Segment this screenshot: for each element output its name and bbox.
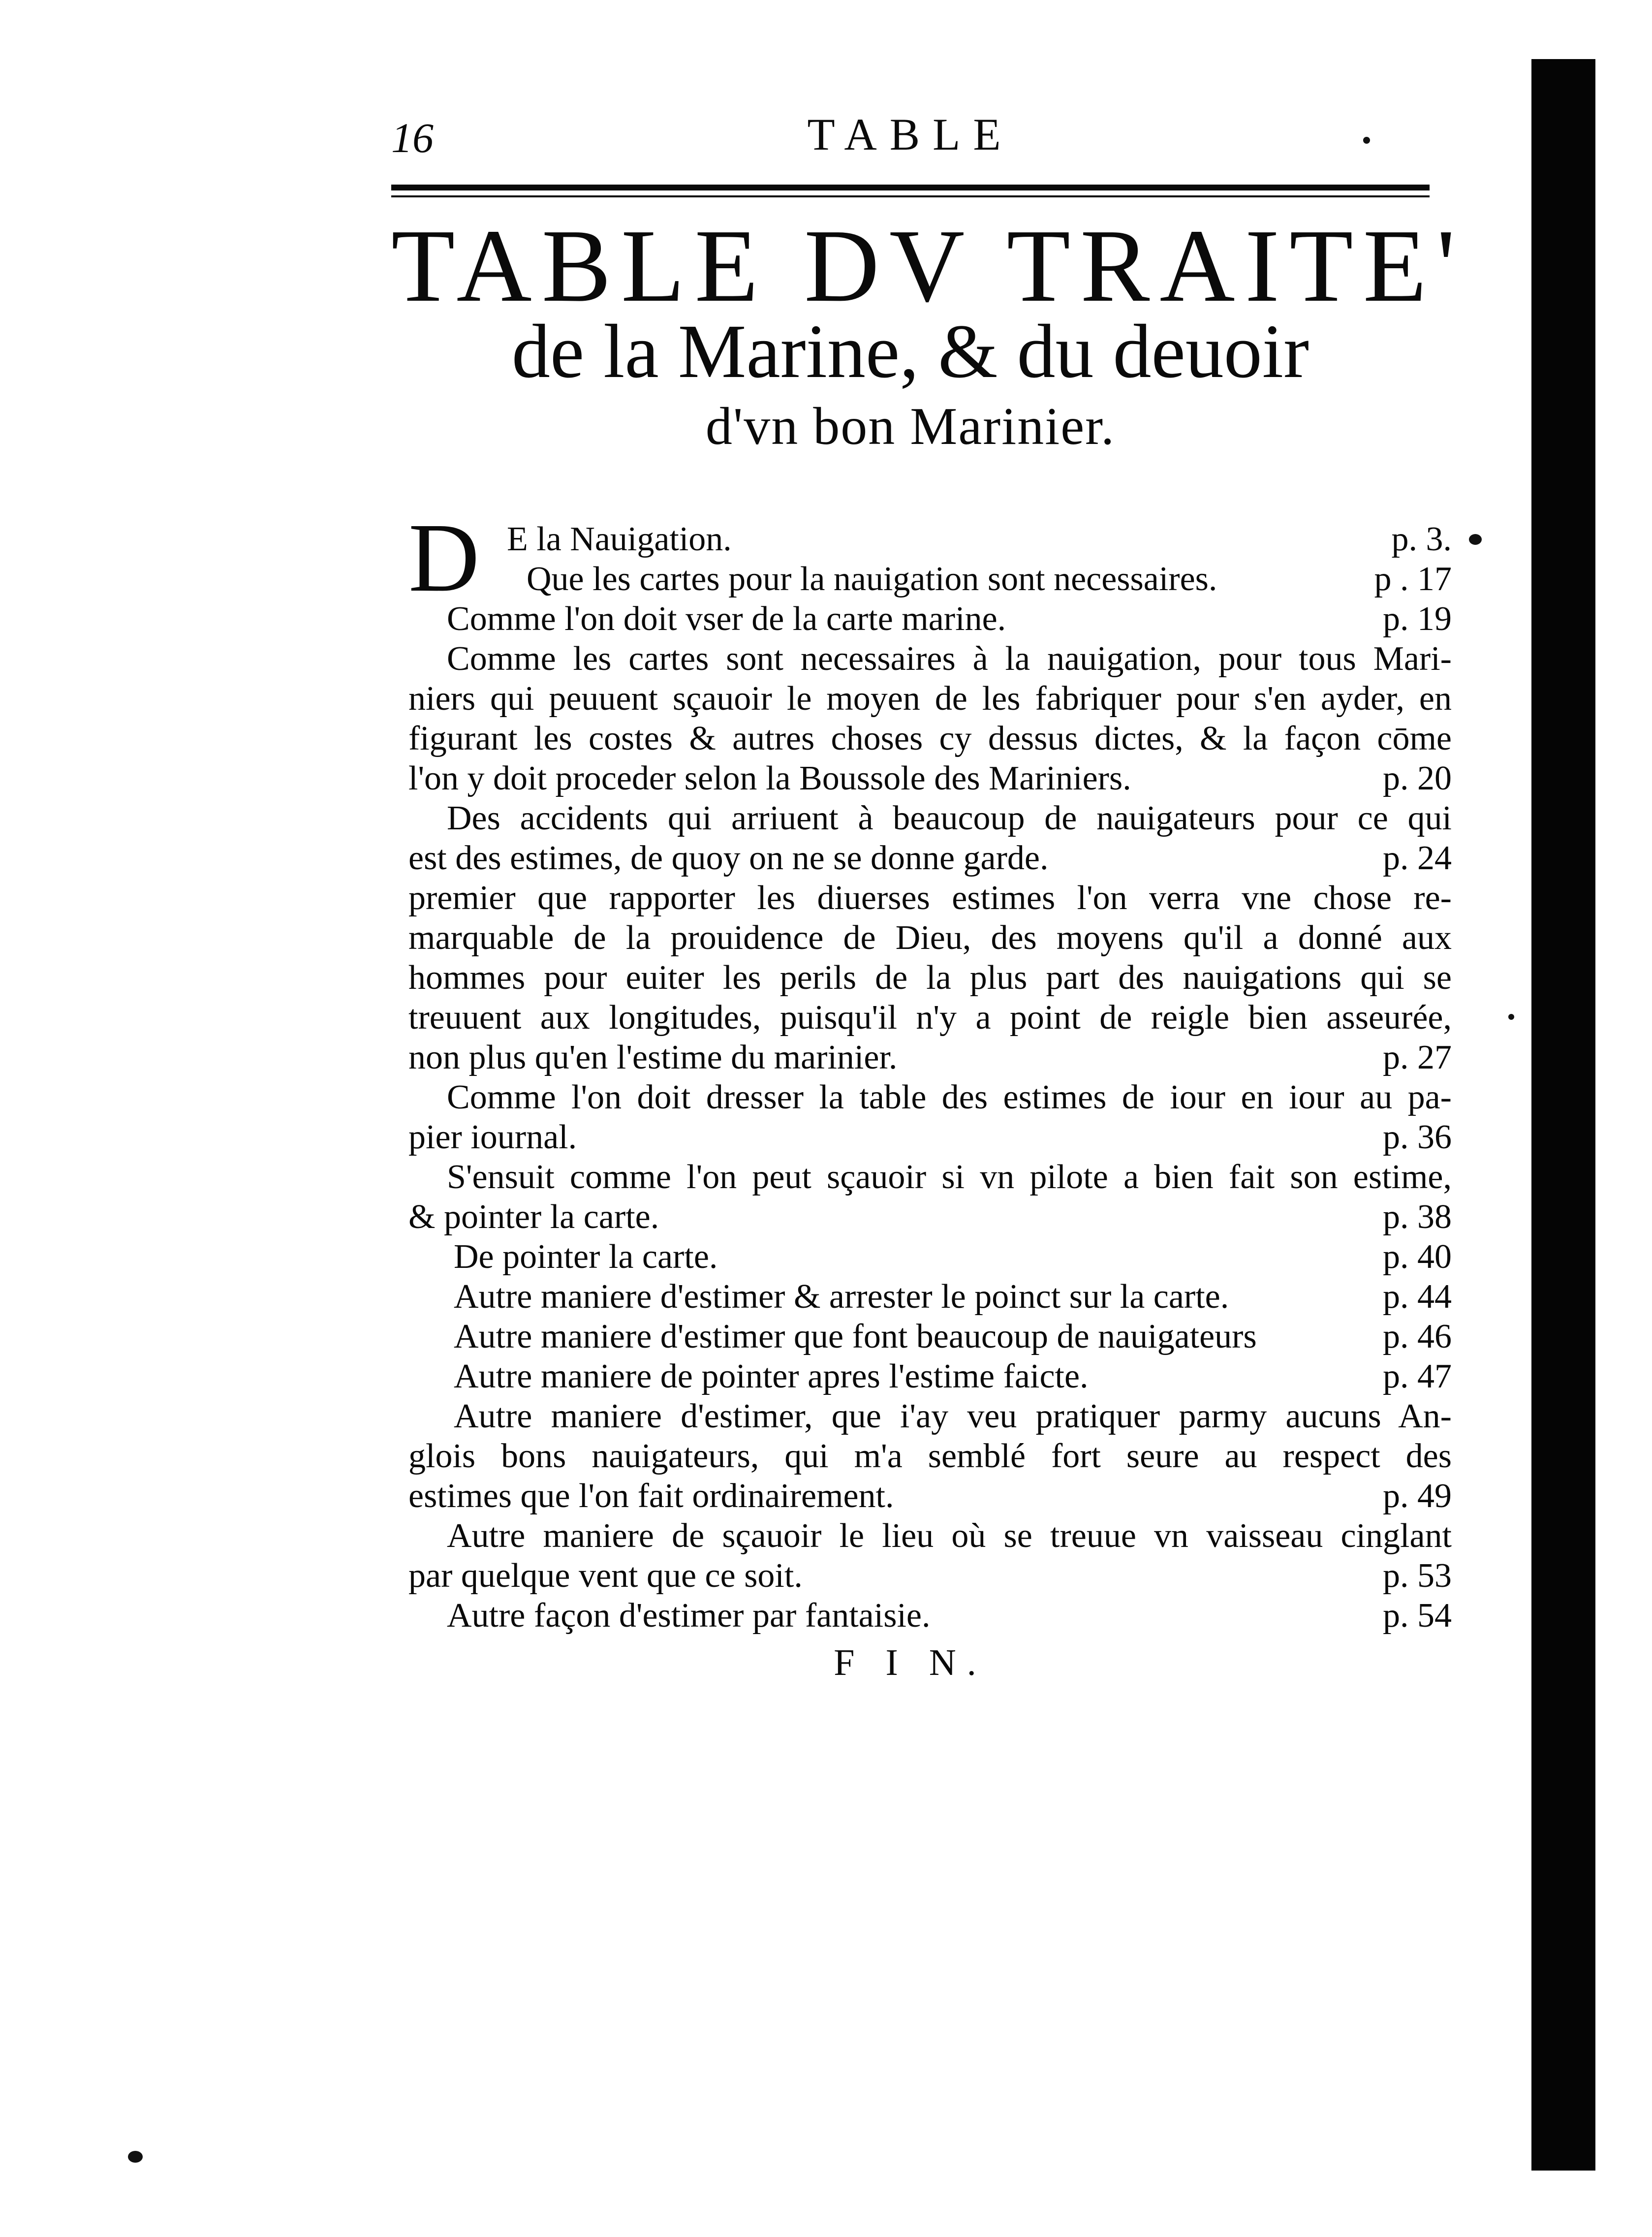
toc-entry-text: figurant les costes & autres choses cy dessus dictes, & la façon cōme bbox=[408, 720, 1452, 757]
toc-entry-text: Autre maniere d'estimer, que i'ay veu pratiquer parmy aucuns An- bbox=[454, 1397, 1452, 1435]
toc-entry-text: & pointer la carte. bbox=[408, 1198, 659, 1236]
print-speck bbox=[128, 2151, 143, 2163]
toc-entry bbox=[408, 1237, 1452, 1277]
print-speck bbox=[1508, 1014, 1514, 1020]
toc-entry-page: p. 36 bbox=[1383, 1118, 1452, 1156]
toc-entry-page: p. 44 bbox=[1383, 1278, 1452, 1316]
table-of-contents bbox=[408, 504, 1452, 1636]
toc-entry-text: l'on y doit proceder selon la Boussole des Mariniers. bbox=[408, 759, 1131, 797]
toc-entry-text: hommes pour euiter les perils de la plus part des nauigations qui se bbox=[408, 959, 1452, 997]
toc-entry bbox=[408, 878, 1452, 1077]
toc-entry bbox=[408, 1077, 1452, 1157]
toc-entry-text: Autre maniere de sçauoir le lieu où se treuue vn vaisseau cinglant bbox=[447, 1517, 1452, 1555]
toc-entry-text: S'ensuit comme l'on peut sçauoir si vn pilote a bien fait son estime, bbox=[447, 1158, 1452, 1196]
toc-entry-page: p. 40 bbox=[1383, 1238, 1452, 1276]
table-subtitle: de la Marine, & du deuoir bbox=[511, 309, 1309, 394]
toc-entry-text: treuuent aux longitudes, puisqu'il n'y a point de reigle bien asseurée, bbox=[408, 999, 1452, 1037]
toc-entry bbox=[408, 1516, 1452, 1596]
toc-entry-text: premier que rapporter les diuerses estimes l'on verra vne chose re- bbox=[408, 879, 1452, 917]
toc-entry bbox=[408, 1277, 1452, 1317]
toc-entry-text: non plus qu'en l'estime du marinier. bbox=[408, 1039, 898, 1076]
toc-entry bbox=[408, 798, 1452, 878]
toc-entry-page: p. 38 bbox=[1383, 1198, 1452, 1236]
toc-entry bbox=[408, 1356, 1452, 1396]
toc-entry-page: p. 3. bbox=[1391, 520, 1452, 558]
print-speck bbox=[1469, 534, 1482, 545]
page-number: 16 bbox=[391, 114, 434, 161]
running-title: TABLE bbox=[807, 109, 1014, 159]
toc-entry bbox=[408, 1157, 1452, 1237]
toc-entry-page: p. 49 bbox=[1383, 1477, 1452, 1515]
page-edge-shadow bbox=[1531, 59, 1595, 2171]
fin-marker: F I N. bbox=[834, 1642, 987, 1683]
header-rule-thin bbox=[391, 195, 1430, 197]
toc-entry-text: glois bons nauigateurs, qui m'a semblé fort seure au respect des bbox=[408, 1437, 1452, 1475]
toc-entry-text: Comme les cartes sont necessaires à la nauigation, pour tous Mari- bbox=[447, 640, 1452, 678]
toc-entry-text: Autre maniere d'estimer & arrester le poinct sur la carte. bbox=[454, 1278, 1229, 1316]
toc-entry-page: p . 17 bbox=[1374, 560, 1452, 598]
toc-entry bbox=[408, 1317, 1452, 1356]
toc-entry-text: estimes que l'on fait ordinairement. bbox=[408, 1477, 894, 1515]
toc-entry-text: Autre maniere de pointer apres l'estime faicte. bbox=[454, 1357, 1089, 1395]
toc-entry-text: pier iournal. bbox=[408, 1118, 577, 1156]
toc-entry-page: p. 54 bbox=[1383, 1597, 1452, 1635]
table-title: TABLE DV TRAITE' bbox=[391, 208, 1465, 323]
toc-entry-text: De pointer la carte. bbox=[454, 1238, 718, 1276]
toc-entry-page: p. 24 bbox=[1383, 839, 1452, 877]
toc-entry bbox=[408, 599, 1452, 639]
toc-entry-text: Comme l'on doit vser de la carte marine. bbox=[447, 600, 1006, 638]
toc-entry-page: p. 46 bbox=[1383, 1318, 1452, 1355]
toc-entry-text: marquable de la prouidence de Dieu, des moyens qu'il a donné aux bbox=[408, 919, 1452, 957]
toc-entry-page: p. 20 bbox=[1383, 759, 1452, 797]
toc-entry-text: par quelque vent que ce soit. bbox=[408, 1557, 803, 1595]
toc-entry bbox=[408, 639, 1452, 798]
toc-entry-text: Des accidents qui arriuent à beaucoup de nauigateurs pour ce qui bbox=[447, 799, 1452, 837]
toc-entry-text: E la Nauigation. bbox=[507, 520, 732, 558]
toc-entry-text: Autre maniere d'estimer que font beaucoup de nauigateurs bbox=[454, 1318, 1257, 1355]
toc-entry-page: p. 27 bbox=[1383, 1039, 1452, 1076]
toc-entry-text: Que les cartes pour la nauigation sont necessaires. bbox=[527, 560, 1217, 598]
header-rule bbox=[391, 185, 1430, 190]
toc-entry bbox=[408, 1396, 1452, 1516]
toc-entry bbox=[408, 1596, 1452, 1636]
toc-entry bbox=[408, 559, 1452, 599]
toc-entry-page: p. 47 bbox=[1383, 1357, 1452, 1395]
toc-entry-text: Comme l'on doit dresser la table des estimes de iour en iour au pa- bbox=[447, 1078, 1452, 1116]
toc-entry-page: p. 19 bbox=[1383, 600, 1452, 638]
toc-entry-text: est des estimes, de quoy on ne se donne garde. bbox=[408, 839, 1049, 877]
table-subtitle-2: d'vn bon Marinier. bbox=[705, 397, 1116, 456]
toc-entry-text: niers qui peuuent sçauoir le moyen de les fabriquer pour s'en ayder, en bbox=[408, 680, 1452, 718]
running-head bbox=[391, 108, 1430, 167]
toc-entry-text: Autre façon d'estimer par fantaisie. bbox=[447, 1597, 931, 1635]
toc-entry-page: p. 53 bbox=[1383, 1557, 1452, 1595]
drop-cap: D bbox=[408, 504, 480, 612]
